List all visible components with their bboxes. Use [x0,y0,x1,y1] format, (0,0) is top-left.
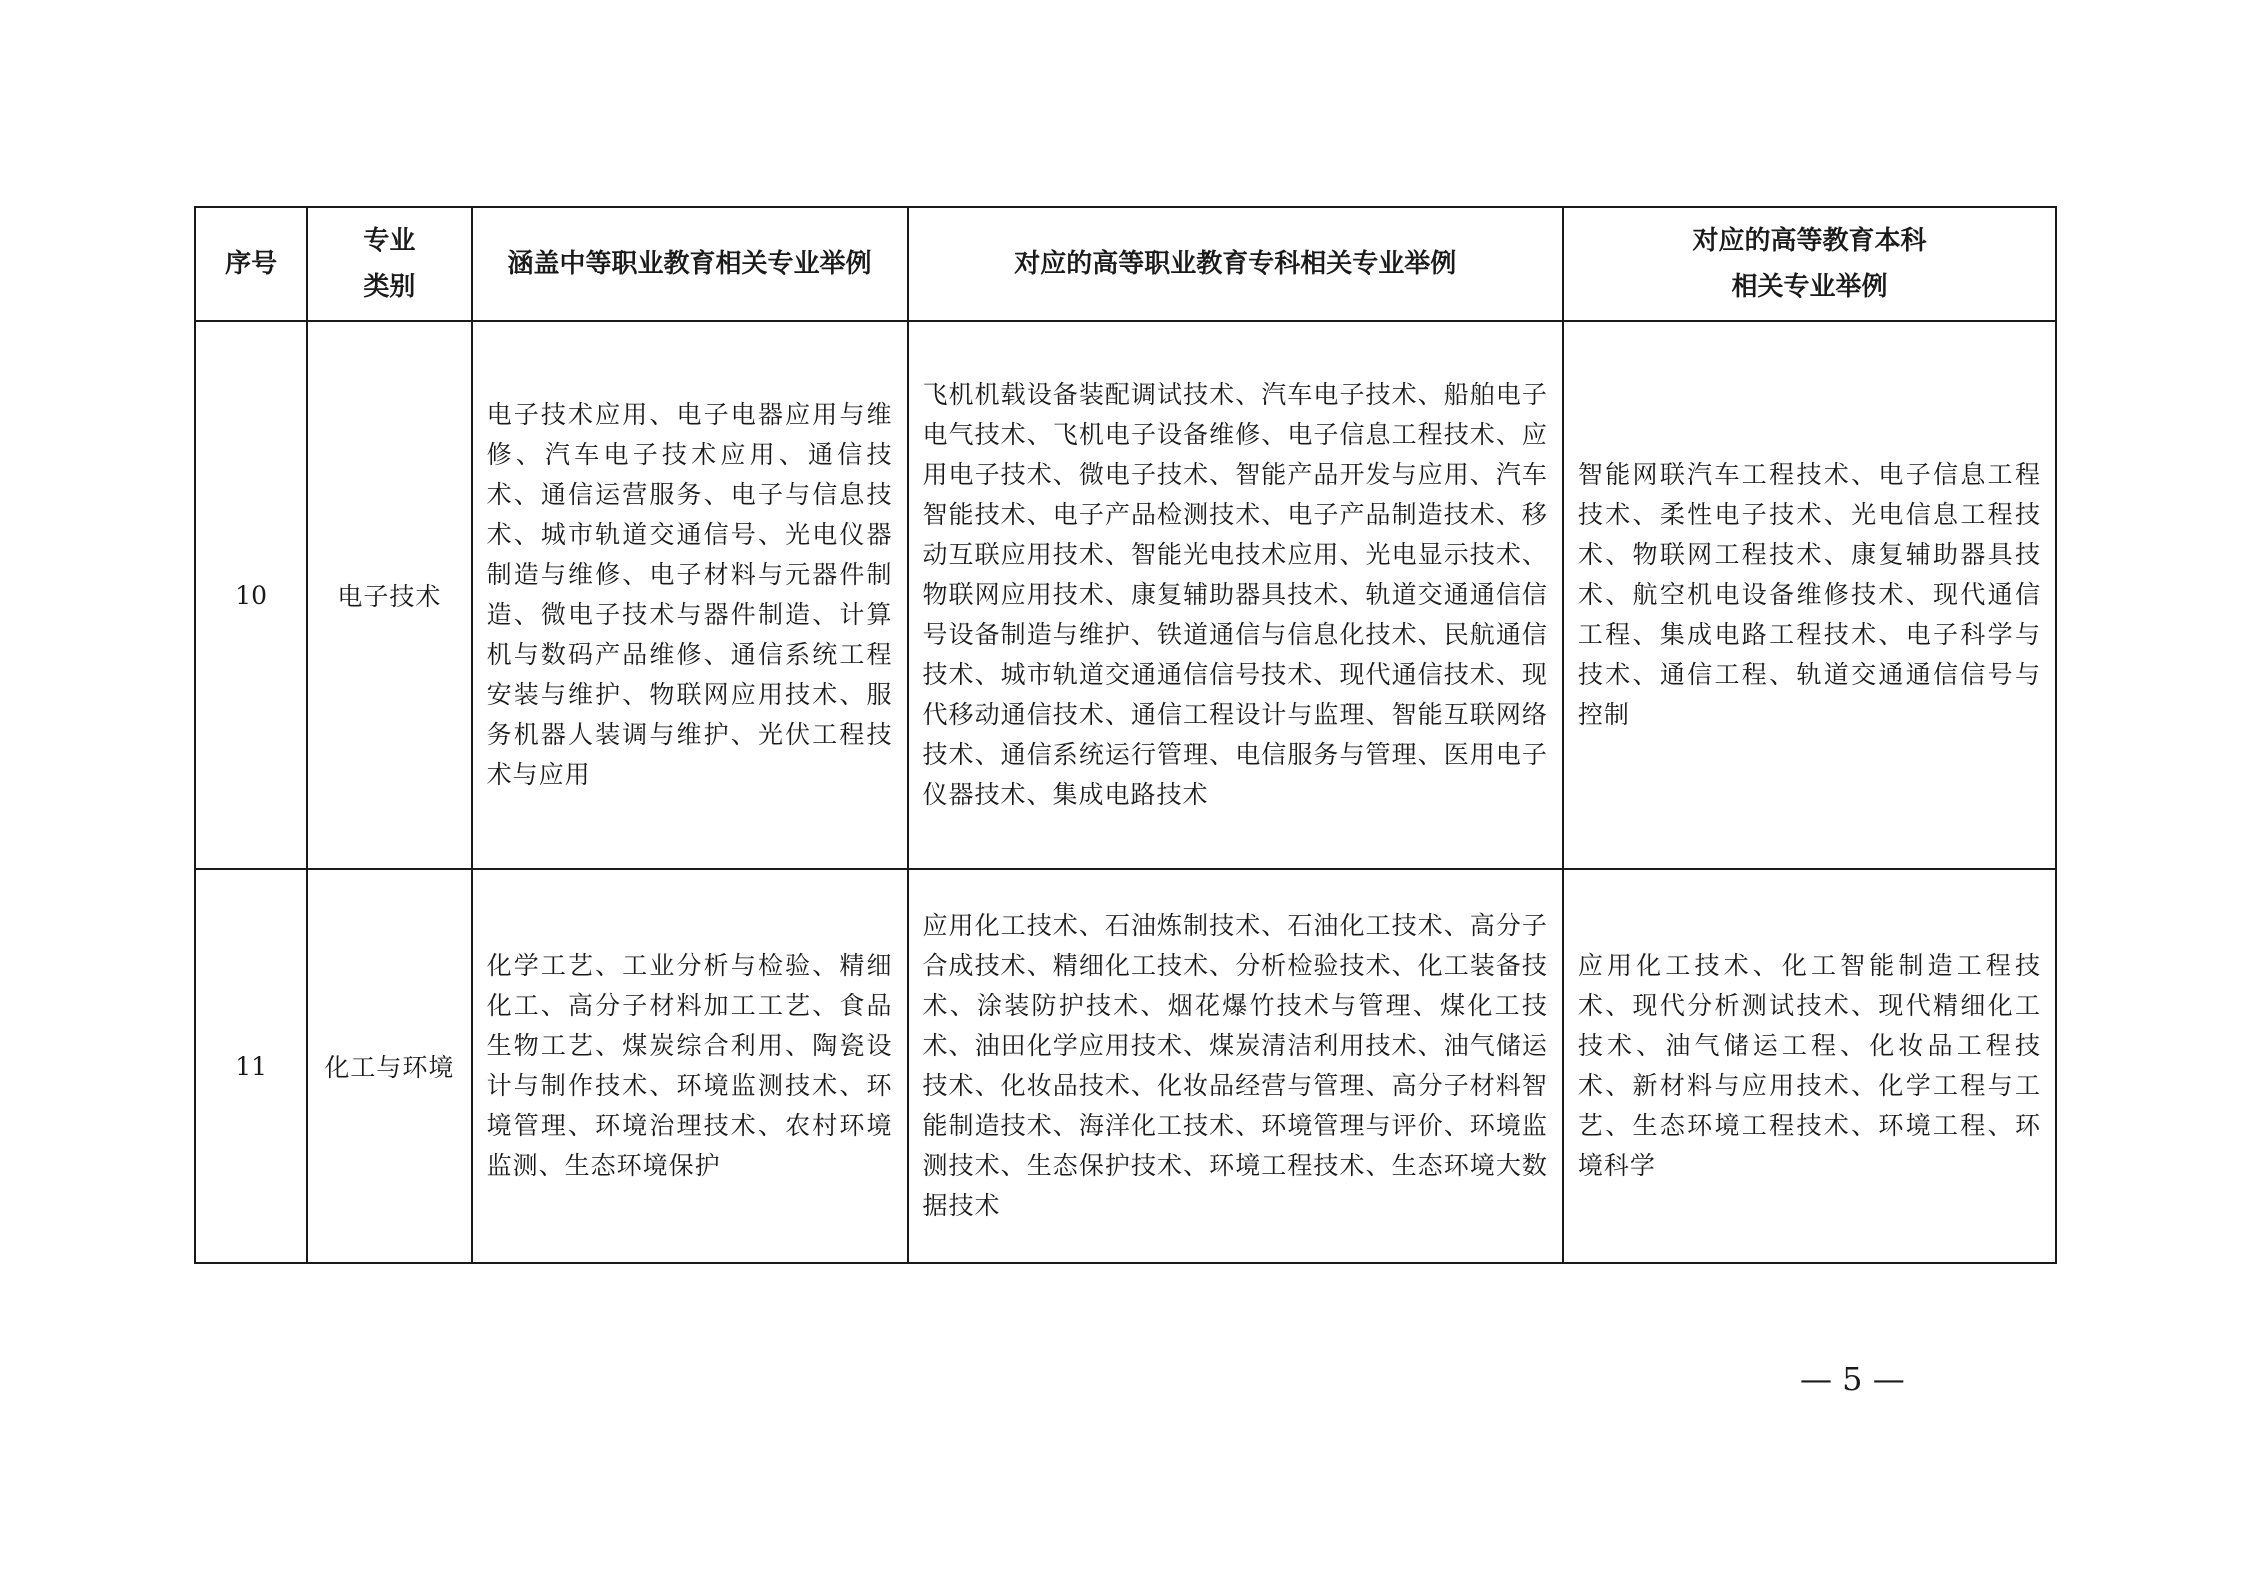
majors-table [194,206,2057,1264]
header-higher-vocational: 对应的高等职业教育专科相关专业举例 [908,207,1563,321]
row-secondary-majors: 电子技术应用、电子电器应用与维修、汽车电子技术应用、通信技术、通信运营服务、电子与信息技术、城市轨道交通信号、光电仪器制造与维修、电子材料与元器件制造、微电子技术与器件制造、计算机与数码产品维修、通信系统工程安装与维护、物联网应用技术、服务机器人装调与维护、光伏工程技术与应用 [472,321,908,869]
row-bachelor-majors: 智能网联汽车工程技术、电子信息工程技术、柔性电子技术、光电信息工程技术、物联网工程技术、康复辅助器具技术、航空机电设备维修技术、现代通信工程、集成电路工程技术、电子科学与技术、通信工程、轨道交通通信信号与控制 [1563,321,2056,869]
header-bachelor-line2: 相关专业举例 [1731,272,1888,302]
row-category: 电子技术 [307,321,471,869]
table-row [195,869,2056,1263]
row-higher-vocational-majors: 飞机机载设备装配调试技术、汽车电子技术、船舶电子电气技术、飞机电子设备维修、电子信息工程技术、应用电子技术、微电子技术、智能产品开发与应用、汽车智能技术、电子产品检测技术、电子产品制造技术、移动互联应用技术、智能光电技术应用、光电显示技术、物联网应用技术、康复辅助器具技术、轨道交通通信信号设备制造与维护、铁道通信与信息化技术、民航通信技术、城市轨道交通通信信号技术、现代通信技术、现代移动通信技术、通信工程设计与监理、智能互联网络技术、通信系统运行管理、电信服务与管理、医用电子仪器技术、集成电路技术 [908,321,1563,869]
table-header [195,207,2056,321]
header-bachelor-line1: 对应的高等教育本科 [1692,226,1927,256]
header-secondary: 涵盖中等职业教育相关专业举例 [472,207,908,321]
header-category-line1: 专业 [363,226,416,256]
row-higher-vocational-majors: 应用化工技术、石油炼制技术、石油化工技术、高分子合成技术、精细化工技术、分析检验技术、化工装备技术、涂装防护技术、烟花爆竹技术与管理、煤化工技术、油田化学应用技术、煤炭清洁利用技术、油气储运技术、化妆品技术、化妆品经营与管理、高分子材料智能制造技术、海洋化工技术、环境管理与评价、环境监测技术、生态保护技术、环境工程技术、生态环境大数据技术 [908,869,1563,1263]
header-category [307,207,471,321]
row-category: 化工与环境 [307,869,471,1263]
row-bachelor-majors: 应用化工技术、化工智能制造工程技术、现代分析测试技术、现代精细化工技术、油气储运工程、化妆品工程技术、新材料与应用技术、化学工程与工艺、生态环境工程技术、环境工程、环境科学 [1563,869,2056,1263]
page-number: — 5 — [1800,1360,1905,1398]
header-no: 序号 [195,207,307,321]
row-secondary-majors: 化学工艺、工业分析与检验、精细化工、高分子材料加工工艺、食品生物工艺、煤炭综合利用、陶瓷设计与制作技术、环境监测技术、环境管理、环境治理技术、农村环境监测、生态环境保护 [472,869,908,1263]
table-body [195,321,2056,1263]
header-row [195,207,2056,321]
row-number: 11 [195,869,307,1263]
header-category-line2: 类别 [363,272,416,302]
row-number: 10 [195,321,307,869]
table-row [195,321,2056,869]
header-bachelor [1563,207,2056,321]
